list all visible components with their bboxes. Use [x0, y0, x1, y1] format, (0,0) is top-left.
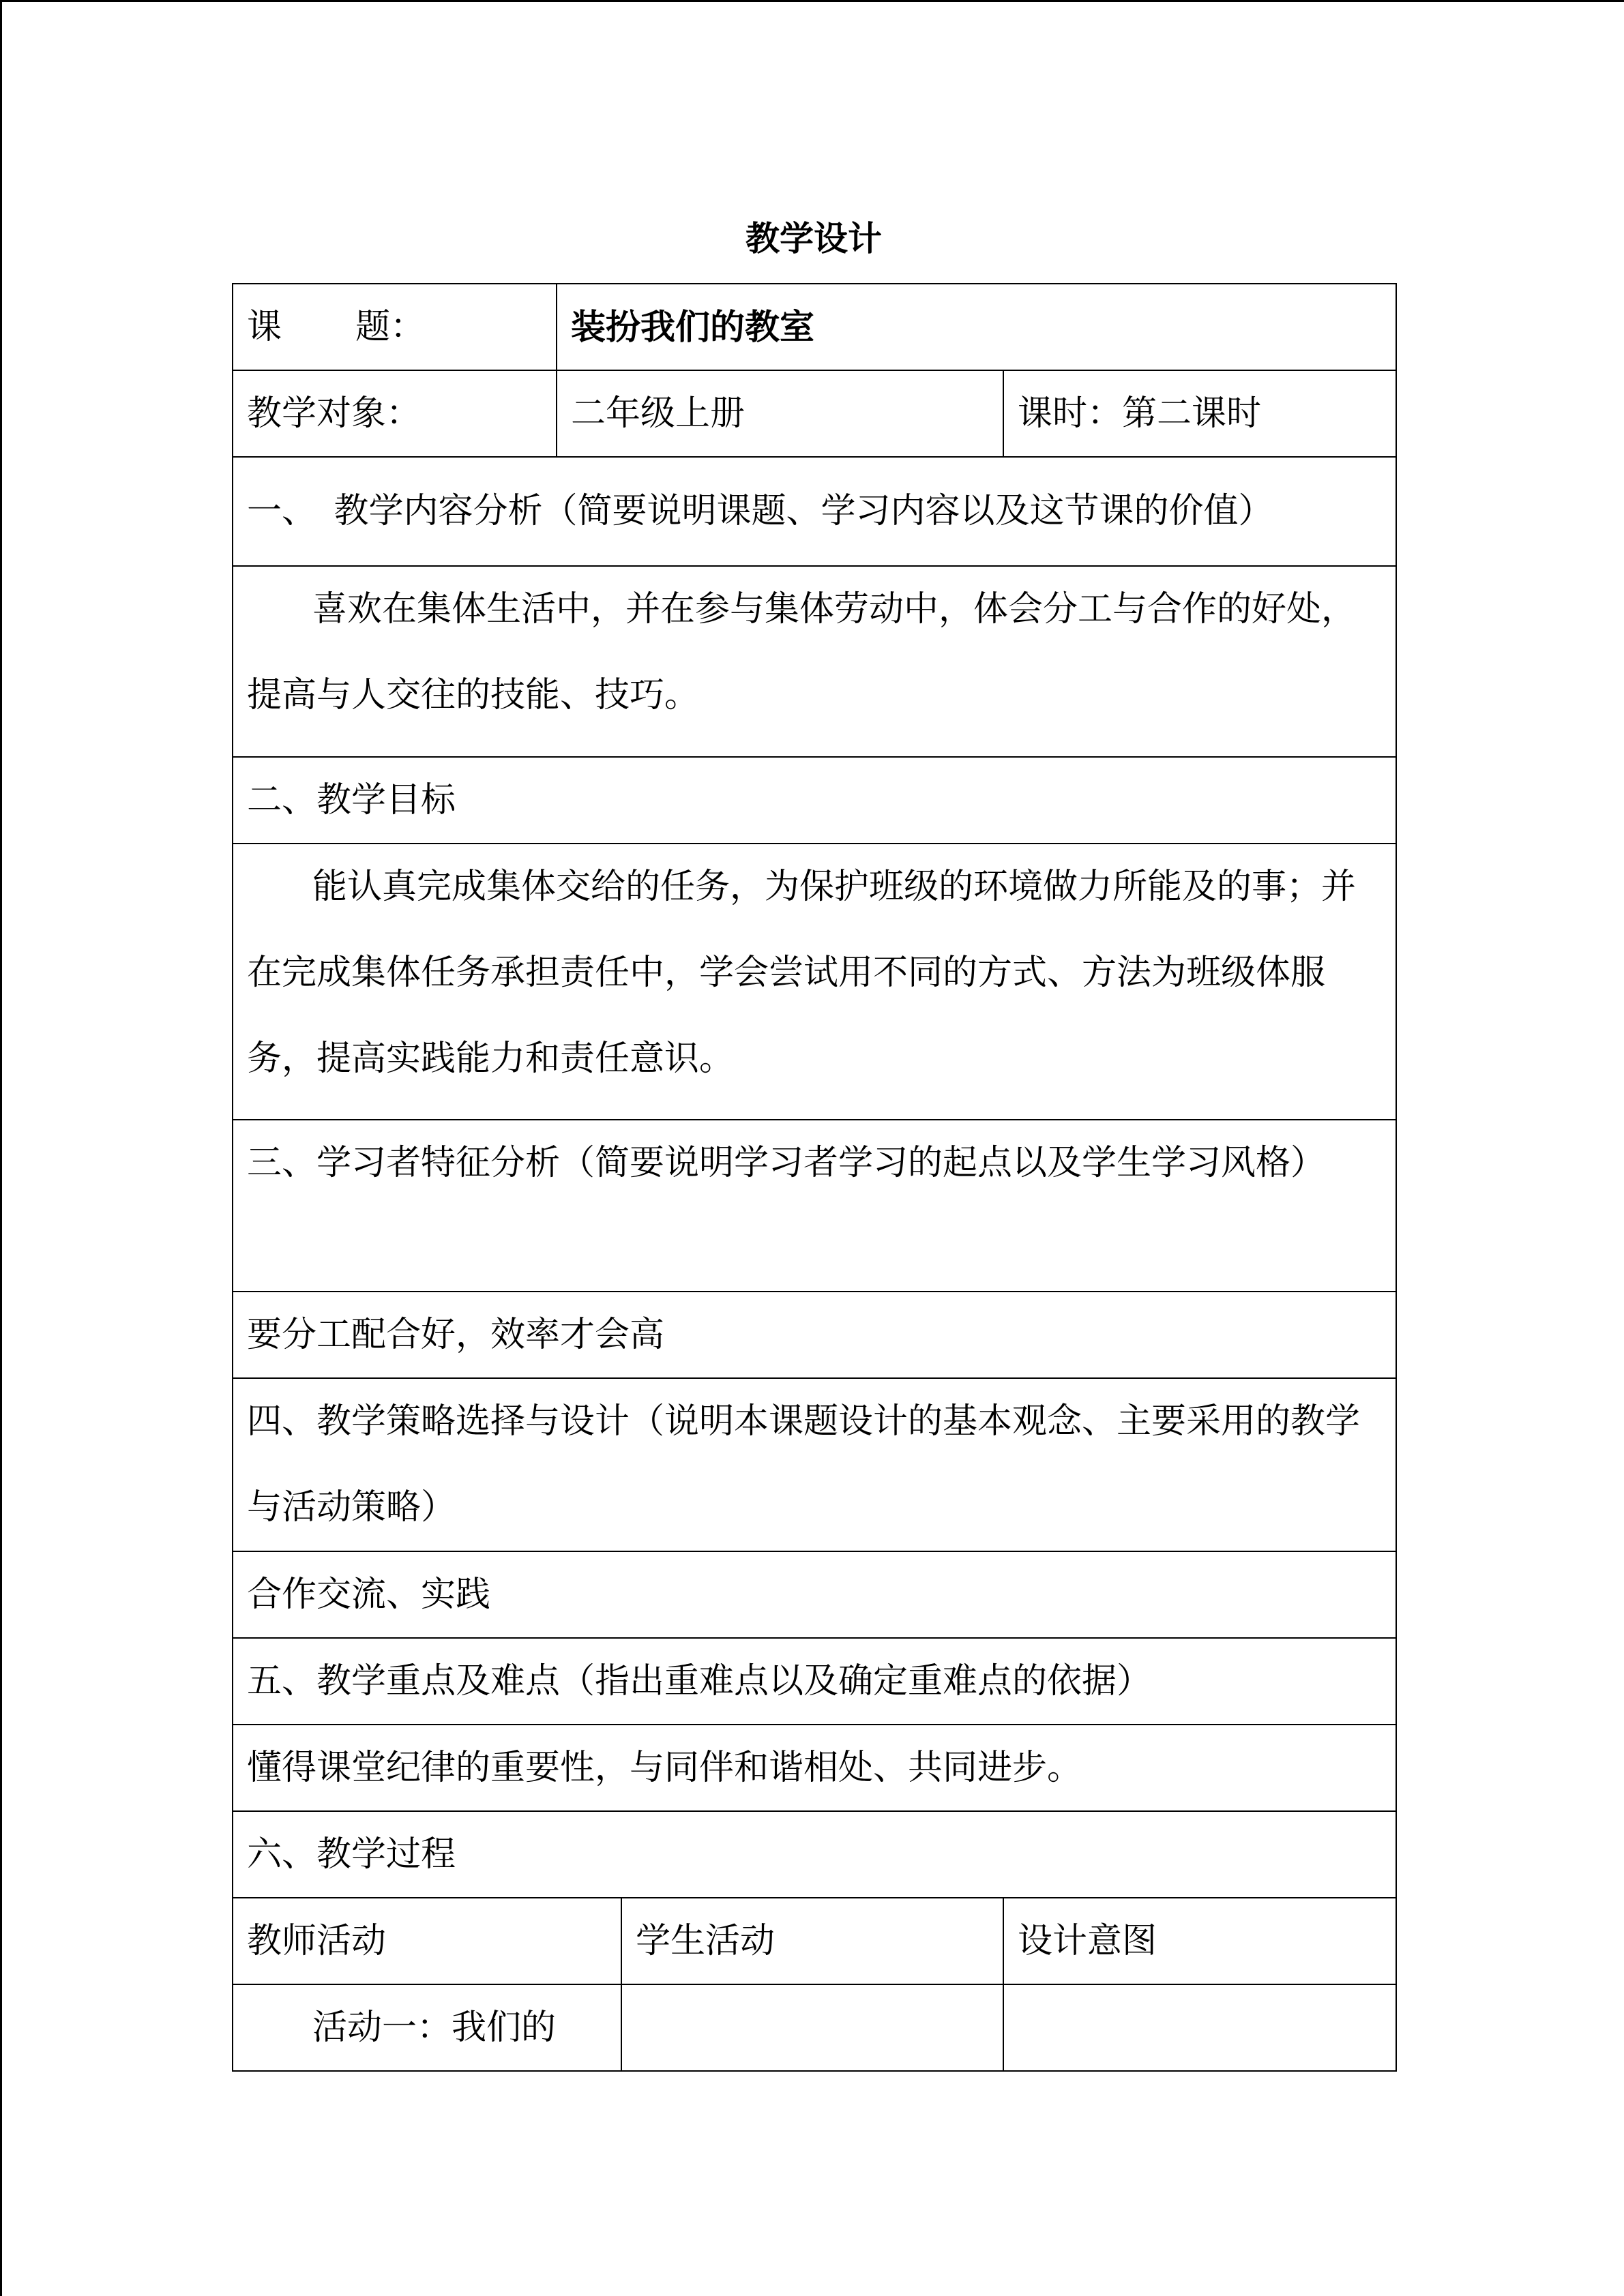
subject-value: 装扮我们的教室 — [571, 306, 815, 348]
learner-analysis-heading: 三、学习者特征分析（简要说明学习者学习的起点以及学生学习风格） — [247, 1143, 1326, 1183]
key-points-body-row — [233, 1725, 1396, 1811]
learner-analysis-body-row — [233, 1292, 1396, 1378]
page-title: 教学设计 — [745, 218, 882, 258]
learner-analysis-heading-row — [233, 1120, 1396, 1292]
objectives-body-cell — [233, 844, 1396, 1120]
audience-value-cell — [557, 370, 1003, 457]
process-heading-row — [233, 1811, 1396, 1898]
period-label: 课时：第二课时 — [1018, 393, 1262, 434]
period-cell — [1003, 370, 1396, 457]
content-analysis-body-row — [233, 566, 1396, 757]
content-analysis-heading: 一、 教学内容分析（简要说明课题、学习内容以及这节课的价值） — [247, 491, 1273, 531]
teacher-activity-text: 活动一：我们的 — [312, 2007, 557, 2048]
audience-row — [233, 370, 1396, 457]
process-column-header — [233, 1898, 621, 1984]
strategy-body: 合作交流、实践 — [247, 1574, 491, 1615]
subject-label-left: 课 — [247, 306, 282, 347]
objectives-heading: 二、教学目标 — [247, 779, 456, 820]
strategy-heading-cell — [233, 1378, 1396, 1551]
process-column-header-row — [233, 1898, 1396, 1984]
subject-row — [233, 284, 1396, 370]
process-heading-cell — [233, 1811, 1396, 1898]
content-analysis-body-cell — [233, 566, 1396, 757]
audience-label-cell — [233, 370, 557, 457]
objectives-heading-row — [233, 757, 1396, 844]
learner-analysis-heading-cell — [233, 1120, 1396, 1292]
key-points-heading: 五、教学重点及难点（指出重难点以及确定重难点的依据） — [247, 1660, 1152, 1701]
key-points-heading-cell — [233, 1638, 1396, 1725]
teacher-activity-header: 教师活动 — [247, 1920, 387, 1961]
process-column-header — [621, 1898, 1003, 1984]
teacher-activity-cell — [233, 1984, 621, 2071]
learner-analysis-body-cell — [233, 1292, 1396, 1378]
objectives-body: 能认真完成集体交给的任务，为保护班级的环境做力所能及的事；并在完成集体任务承担责任中，学会尝试用不同的方式、方法为班级体服务，提高实践能力和责任意识。 — [247, 867, 1357, 1079]
objectives-body-row — [233, 844, 1396, 1120]
learner-analysis-body: 要分工配合好，效率才会高 — [247, 1314, 665, 1355]
process-column-header — [1003, 1898, 1396, 1984]
strategy-body-row — [233, 1551, 1396, 1638]
student-activity-cell — [621, 1984, 1003, 2071]
design-intent-cell — [1003, 1984, 1396, 2071]
subject-label-cell — [233, 284, 557, 370]
key-points-heading-row — [233, 1638, 1396, 1725]
process-heading: 六、教学过程 — [247, 1834, 456, 1875]
design-intent-header: 设计意图 — [1018, 1920, 1157, 1961]
subject-label-right: 题： — [355, 306, 426, 347]
strategy-body-cell — [233, 1551, 1396, 1638]
audience-value: 二年级上册 — [571, 393, 745, 434]
table-row — [233, 1984, 1396, 2071]
subject-value-cell — [557, 284, 1396, 370]
content-analysis-heading-row — [233, 457, 1396, 566]
lesson-plan-table — [232, 283, 1397, 2072]
key-points-body-cell — [233, 1725, 1396, 1811]
strategy-heading: 四、教学策略选择与设计（说明本课题设计的基本观念、主要采用的教学与活动策略） — [247, 1401, 1361, 1527]
strategy-heading-row — [233, 1378, 1396, 1551]
objectives-heading-cell — [233, 757, 1396, 844]
key-points-body: 懂得课堂纪律的重要性，与同伴和谐相处、共同进步。 — [247, 1747, 1082, 1788]
student-activity-header: 学生活动 — [636, 1920, 776, 1961]
content-analysis-body: 喜欢在集体生活中，并在参与集体劳动中，体会分工与合作的好处，提高与人交往的技能、技巧。 — [247, 589, 1357, 715]
audience-label: 教学对象： — [247, 393, 422, 434]
content-analysis-heading-cell — [233, 457, 1396, 566]
